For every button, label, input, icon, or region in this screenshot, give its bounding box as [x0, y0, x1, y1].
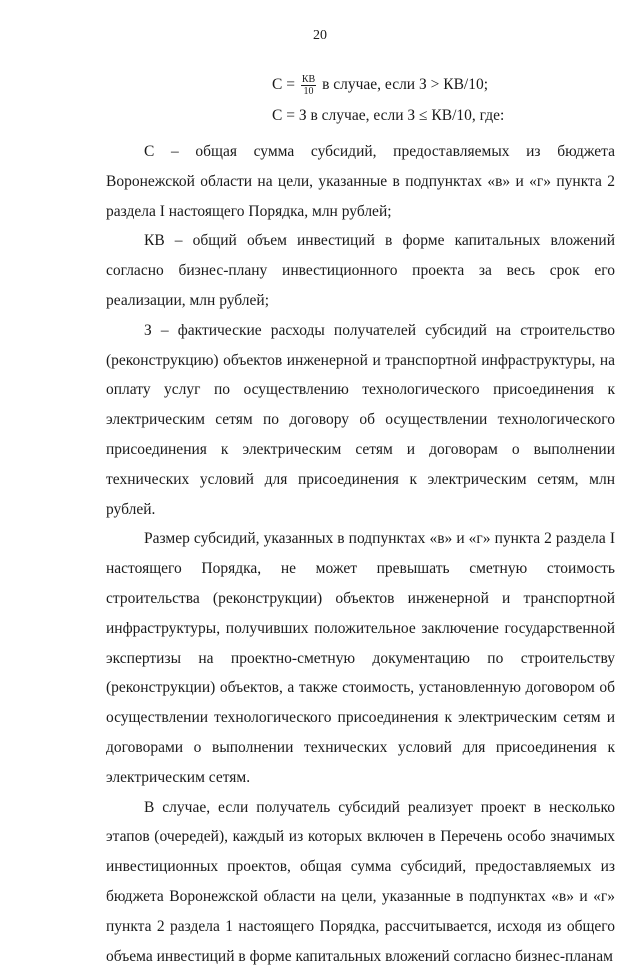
formula-condition: в случае, если З > КВ/10;: [322, 76, 489, 94]
formula-line-1: [272, 74, 488, 97]
paragraph-multi-stage: В случае, если получатель субсидий реализует проект в несколько этапов (очередей), каждый из которых включен в Перечень особо значимых инвестиционных проектов, общая сумма субсидий, предоставляемых из бюджета Воронежской области на цели, указанные в подпунктах «в» и «г» пункта 2 раздела 1 настоящего Порядка, рассчитывается, исходя из общего объема инвестиций в форме капитальных вложений согласно бизнес-планам: [106, 798, 615, 965]
formula-line-2: С = З в случае, если З ≤ КВ/10, где:: [272, 107, 505, 124]
paragraph-definition-c: С – общая сумма субсидий, предоставляемых из бюджета Воронежской области на цели, указанные в подпунктах «в» и «г» пункта 2 раздела I настоящего Порядка, млн рублей;: [106, 143, 615, 220]
formula-fraction: [301, 74, 316, 97]
page-number: 20: [313, 28, 327, 43]
paragraph-definition-z: З – фактические расходы получателей субсидий на строительство (реконструкцию) объектов инженерной и транспортной инфраструктуры, на оплату услуг по осуществлению технологического присоединения к электрическим сетям по договору об осуществлении технологического присоединения к электрическим сетям и договорам о выполнении технических условий для присоединения к электрическим сетям, млн рублей.: [106, 321, 615, 518]
fraction-numerator: КВ: [301, 74, 316, 85]
paragraph-subsidy-limit: Размер субсидий, указанных в подпунктах «в» и «г» пункта 2 раздела I настоящего Порядка, не может превышать сметную стоимость строительства (реконструкции) объектов инженерной и транспортной инфраструктуры, получивших положительное заключение государственной экспертизы на проектно-сметную документацию по строительству (реконструкции) объектов, а также стоимость, установленную договором об осуществлении технологического присоединения к электрическим сетям и договорами о выполнении технических условий для присоединения к электрическим сетям.: [106, 530, 615, 786]
formula-prefix: С =: [272, 76, 295, 94]
fraction-denominator: 10: [303, 86, 314, 97]
body-text: [106, 137, 615, 971]
paragraph-definition-kv: КВ – общий объем инвестиций в форме капитальных вложений согласно бизнес-плану инвестиционного проекта за весь срок его реализации, млн рублей;: [106, 232, 615, 309]
